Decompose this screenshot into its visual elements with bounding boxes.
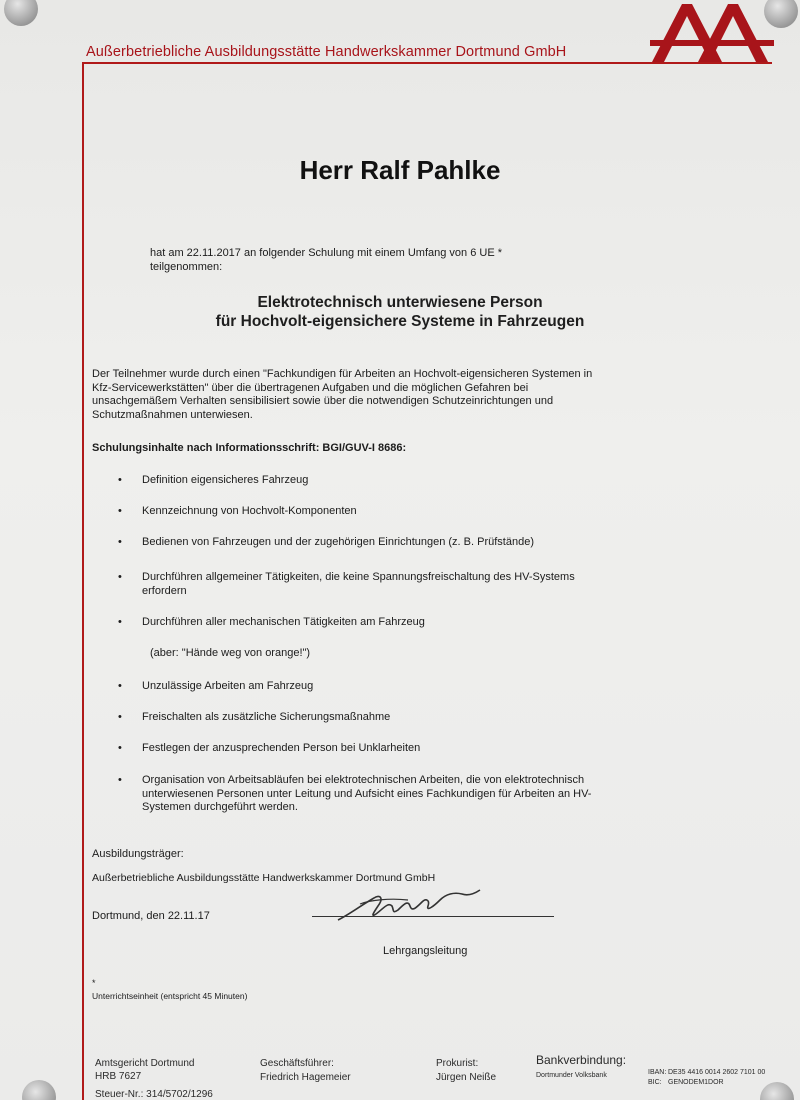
intro-line: hat am 22.11.2017 an folgender Schulung mit einem Umfang von 6 UE * [150,247,503,259]
list-item-text: Unzulässige Arbeiten am Fahrzeug [142,680,314,692]
list-item-note: (aber: "Hände weg von orange!") [150,647,311,659]
list-item-text: unterwiesenen Personen unter Leitung und Aufsicht eines Fachkundigen für Arbeiten an HV- [142,787,592,800]
bullet-icon: • [118,774,122,786]
list-item-text: Durchführen aller mechanischen Tätigkeiten am Fahrzeug [142,616,425,628]
pushpin-bottom-left [22,1080,56,1100]
bullet-icon: • [118,680,122,692]
intro-line: teilgenommen: [150,261,223,273]
iban-value: DE35 4416 0014 2602 7101 00 [668,1069,766,1076]
list-item-text: Definition eigensicheres Fahrzeug [142,474,309,486]
list-item-text: Durchführen allgemeiner Tätigkeiten, die keine Spannungsfreischaltung des HV-Systems [142,571,575,583]
header-company-name: Außerbetriebliche Ausbildungsstätte Handwerkskammer Dortmund GmbH [86,44,567,60]
bullet-icon: • [118,536,122,548]
course-title-line: Elektrotechnisch unterwiesene Person [257,294,543,311]
footer-court-line: HRB 7627 [95,1071,142,1082]
list-item-text: Festlegen der anzusprechenden Person bei Unklarheiten [142,742,421,754]
footer-court-line: Steuer-Nr.: 314/5702/1296 [95,1089,213,1100]
description-line: Der Teilnehmer wurde durch einen "Fachkundigen für Arbeiten an Hochvolt-eigensicheren Systemen in [92,368,593,380]
bank-name: Dortmunder Volksbank [536,1072,607,1079]
handwritten-signature [330,884,490,928]
company-logo-aa [650,2,774,64]
list-item-text: erfordern [142,584,187,597]
signature-line [312,916,554,917]
bic-value: GENODEM1DOR [668,1079,724,1086]
list-item-text: Freischalten als zusätzliche Sicherungsmaßnahme [142,711,391,723]
bullet-icon: • [118,616,122,628]
bullet-icon: • [118,474,122,486]
description-paragraph [92,368,702,422]
description-line: Kfz-Servicewerkstätten" über die übertragenen Aufgaben und die möglichen Gefahren bei [92,381,529,394]
provider-label: Ausbildungsträger: [92,848,184,860]
provider-name: Außerbetriebliche Ausbildungsstätte Handwerkskammer Dortmund GmbH [92,872,436,884]
proc-label: Prokurist: [436,1058,479,1069]
bullet-icon: • [118,505,122,517]
md-name: Friedrich Hagemeier [260,1072,351,1083]
description-line: unsachgemäßem Verhalten sensibilisiert sowie über die notwendigen Schutzeinrichtungen und [92,395,554,408]
footer-court-line: Amtsgericht Dortmund [95,1058,195,1069]
course-title-line: für Hochvolt-eigensichere Systeme in Fahrzeugen [215,313,585,330]
place-date: Dortmund, den 22.11.17 [92,910,210,922]
footnote-marker: * [92,978,96,988]
description-line: Schutzmaßnahmen unterwiesen. [92,408,253,421]
margin-rule [82,62,84,1100]
bullet-icon: • [118,711,122,723]
list-item-text: Bedienen von Fahrzeugen und der zugehörigen Einrichtungen (z. B. Prüfstände) [142,536,534,548]
md-label: Geschäftsführer: [260,1058,334,1069]
iban-label: IBAN: [648,1069,667,1076]
pushpin-bottom-right [760,1082,794,1100]
list-item-text: Organisation von Arbeitsabläufen bei elektrotechnischen Arbeiten, die von elektrotechnisch [142,774,585,786]
proc-name: Jürgen Neiße [436,1072,497,1083]
signature-role: Lehrgangsleitung [383,945,468,957]
intro-text [150,246,620,274]
footnote-text: Unterrichtseinheit (entspricht 45 Minuten) [92,991,248,1001]
footer-procurist [436,1057,496,1084]
list-item-text: Kennzeichnung von Hochvolt-Komponenten [142,505,357,517]
contents-heading: Schulungsinhalte nach Informationsschrift: BGI/GUV-I 8686: [92,442,407,454]
pushpin-top-left [4,0,38,26]
list-item-text: Systemen durchgeführt werden. [142,801,298,814]
footer-managing-director [260,1057,351,1084]
footer-court [95,1057,213,1100]
course-title [0,293,800,331]
recipient-name: Herr Ralf Pahlke [299,155,501,185]
bank-label: Bankverbindung: [536,1053,627,1067]
bullet-icon: • [118,571,122,583]
bic-label: BIC: [648,1079,662,1086]
bullet-icon: • [118,742,122,754]
